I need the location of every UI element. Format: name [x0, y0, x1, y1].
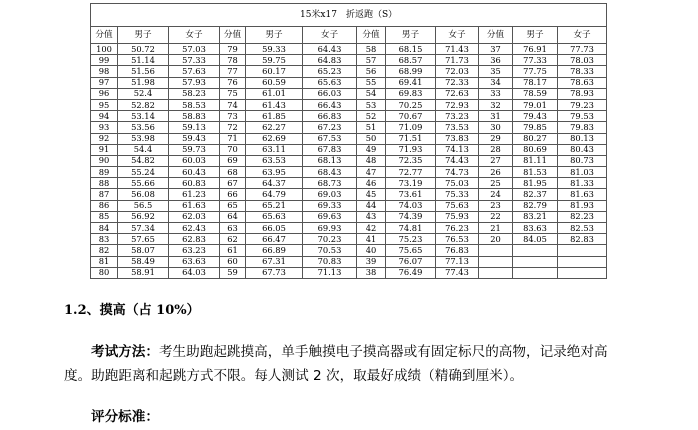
- table-cell: 71: [220, 133, 246, 144]
- table-row: [91, 167, 607, 178]
- table-cell: 67.83: [303, 144, 357, 155]
- table-cell: 65: [220, 200, 246, 211]
- table-cell: 72.35: [386, 155, 436, 166]
- table-cell: 64.37: [246, 178, 303, 189]
- table-cell: 60: [220, 256, 246, 267]
- criteria-label: 评分标准：: [91, 409, 159, 425]
- table-cell: 52: [357, 111, 386, 122]
- table-cell: 34: [479, 77, 513, 88]
- table-cell: 76.83: [436, 245, 479, 256]
- header-cell: 分值: [91, 27, 118, 44]
- table-cell: 59.13: [169, 122, 220, 133]
- table-cell: 67.31: [246, 256, 303, 267]
- table-cell: 84: [91, 223, 118, 234]
- section-heading: 1.2、摸高（占 10%）: [64, 303, 200, 318]
- method-text-line2: 度。助跑距离和起跳方式不限。每人测试 2 次，取最好成绩（精确到厘米）。: [64, 368, 524, 384]
- table-cell: 73.53: [436, 122, 479, 133]
- table-cell: 61.43: [246, 99, 303, 110]
- table-cell: 37: [479, 44, 513, 55]
- table-cell: 56: [357, 66, 386, 77]
- table-cell: [513, 245, 558, 256]
- table-row: [91, 122, 607, 133]
- table-cell: [479, 256, 513, 267]
- table-cell: 77.43: [436, 267, 479, 278]
- table-cell: 81.93: [558, 200, 607, 211]
- table-cell: 60.83: [169, 178, 220, 189]
- table-cell: 77.13: [436, 256, 479, 267]
- table-cell: 74.39: [386, 211, 436, 222]
- table-cell: 79.01: [513, 99, 558, 110]
- table-cell: 58.91: [118, 267, 169, 278]
- table-cell: 69: [220, 155, 246, 166]
- table-cell: 83.21: [513, 211, 558, 222]
- table-cell: 75.65: [386, 245, 436, 256]
- table-cell: 78: [220, 55, 246, 66]
- table-cell: 81: [91, 256, 118, 267]
- table-cell: 52.4: [118, 88, 169, 99]
- table-cell: 53: [357, 99, 386, 110]
- table-cell: 57.65: [118, 234, 169, 245]
- table-cell: [513, 256, 558, 267]
- table-cell: 63.53: [246, 155, 303, 166]
- table-cell: 93: [91, 122, 118, 133]
- table-cell: [479, 267, 513, 278]
- table-cell: [513, 267, 558, 278]
- table-cell: 72.63: [436, 88, 479, 99]
- table-cell: 47: [357, 167, 386, 178]
- table-cell: 63: [220, 223, 246, 234]
- table-cell: 79.53: [558, 111, 607, 122]
- table-cell: 81.95: [513, 178, 558, 189]
- table-cell: 67.23: [303, 122, 357, 133]
- table-cell: 87: [91, 189, 118, 200]
- table-cell: 65.63: [246, 211, 303, 222]
- table-cell: 67.53: [303, 133, 357, 144]
- table-cell: 82.83: [558, 234, 607, 245]
- table-row: [91, 256, 607, 267]
- table-cell: 78.63: [558, 77, 607, 88]
- table-cell: 72.33: [436, 77, 479, 88]
- table-cell: 70.25: [386, 99, 436, 110]
- table-cell: 65.21: [246, 200, 303, 211]
- table-cell: 26: [479, 167, 513, 178]
- table-row: [91, 144, 607, 155]
- table-cell: 62.83: [169, 234, 220, 245]
- table-cell: 82: [91, 245, 118, 256]
- table-cell: 80.69: [513, 144, 558, 155]
- table-cell: 61: [220, 245, 246, 256]
- table-title-row: [91, 4, 607, 27]
- table-cell: 57.03: [169, 44, 220, 55]
- table-cell: 71.43: [436, 44, 479, 55]
- table-cell: 50: [357, 133, 386, 144]
- table-cell: 77.73: [558, 44, 607, 55]
- table-cell: 77.75: [513, 66, 558, 77]
- table-cell: 70: [220, 144, 246, 155]
- table-cell: 90: [91, 155, 118, 166]
- table-cell: 95: [91, 99, 118, 110]
- table-cell: 69.83: [386, 88, 436, 99]
- table-cell: 57: [357, 55, 386, 66]
- table-cell: 58.07: [118, 245, 169, 256]
- table-cell: 30: [479, 122, 513, 133]
- table-cell: 75.33: [436, 189, 479, 200]
- table-cell: 66.83: [303, 111, 357, 122]
- table-cell: 94: [91, 111, 118, 122]
- table-cell: 73.23: [436, 111, 479, 122]
- table-cell: [558, 267, 607, 278]
- table-cell: 96: [91, 88, 118, 99]
- table-cell: 58.83: [169, 111, 220, 122]
- table-cell: 70.23: [303, 234, 357, 245]
- table-cell: 57.63: [169, 66, 220, 77]
- table-cell: 29: [479, 133, 513, 144]
- table-cell: 75: [220, 88, 246, 99]
- table-cell: 52.82: [118, 99, 169, 110]
- table-cell: 78.59: [513, 88, 558, 99]
- table-cell: 61.01: [246, 88, 303, 99]
- table-cell: 58: [357, 44, 386, 55]
- header-cell: 分值: [220, 27, 246, 44]
- method-label: 考试方法：: [91, 344, 159, 360]
- table-cell: 60.03: [169, 155, 220, 166]
- table-cell: 62.27: [246, 122, 303, 133]
- table-cell: 75.23: [386, 234, 436, 245]
- table-cell: 69.41: [386, 77, 436, 88]
- table-cell: 62.03: [169, 211, 220, 222]
- table-cell: 38: [357, 267, 386, 278]
- table-row: [91, 133, 607, 144]
- table-cell: 73.19: [386, 178, 436, 189]
- table-cell: 56.92: [118, 211, 169, 222]
- table-cell: 73.61: [386, 189, 436, 200]
- table-cell: 33: [479, 88, 513, 99]
- table-cell: 74: [220, 99, 246, 110]
- table-cell: 80: [91, 267, 118, 278]
- table-row: [91, 189, 607, 200]
- header-cell: 男子: [246, 27, 303, 44]
- table-cell: 80.43: [558, 144, 607, 155]
- table-cell: 74.03: [386, 200, 436, 211]
- table-cell: 72.77: [386, 167, 436, 178]
- table-cell: 89: [91, 167, 118, 178]
- header-cell: 男子: [386, 27, 436, 44]
- table-cell: 67.73: [246, 267, 303, 278]
- table-cell: 66.89: [246, 245, 303, 256]
- table-cell: 21: [479, 223, 513, 234]
- table-cell: 24: [479, 189, 513, 200]
- table-cell: 79.43: [513, 111, 558, 122]
- table-cell: 53.56: [118, 122, 169, 133]
- table-cell: 68.13: [303, 155, 357, 166]
- table-cell: 82.37: [513, 189, 558, 200]
- table-title: 15米x17 折返跑（S）: [91, 4, 607, 27]
- table-cell: 35: [479, 66, 513, 77]
- table-row: [91, 55, 607, 66]
- table-cell: 85: [91, 211, 118, 222]
- table-cell: 81.63: [558, 189, 607, 200]
- header-cell: 女子: [558, 27, 607, 44]
- table-cell: 51.56: [118, 66, 169, 77]
- table-cell: 71.09: [386, 122, 436, 133]
- table-cell: 73.83: [436, 133, 479, 144]
- header-cell: 女子: [436, 27, 479, 44]
- table-cell: 54.4: [118, 144, 169, 155]
- table-cell: 78.33: [558, 66, 607, 77]
- table-cell: 42: [357, 223, 386, 234]
- table-cell: 71.51: [386, 133, 436, 144]
- table-cell: 64.03: [169, 267, 220, 278]
- table-cell: 99: [91, 55, 118, 66]
- table-cell: 56.08: [118, 189, 169, 200]
- table-cell: 81.11: [513, 155, 558, 166]
- header-cell: 女子: [303, 27, 357, 44]
- table-cell: 76.91: [513, 44, 558, 55]
- table-row: [91, 178, 607, 189]
- table-row: [91, 88, 607, 99]
- table-cell: 66.05: [246, 223, 303, 234]
- score-table: [90, 3, 607, 279]
- table-cell: 43: [357, 211, 386, 222]
- table-row: [91, 111, 607, 122]
- table-cell: 39: [357, 256, 386, 267]
- header-cell: 分值: [357, 27, 386, 44]
- table-cell: 51.98: [118, 77, 169, 88]
- table-cell: 59: [220, 267, 246, 278]
- table-cell: 71.73: [436, 55, 479, 66]
- table-cell: 51.14: [118, 55, 169, 66]
- table-cell: 83: [91, 234, 118, 245]
- table-cell: 81.53: [513, 167, 558, 178]
- table-cell: 83.63: [513, 223, 558, 234]
- table-cell: 69.63: [303, 211, 357, 222]
- table-cell: 67: [220, 178, 246, 189]
- table-row: [91, 155, 607, 166]
- table-cell: 59.33: [246, 44, 303, 55]
- table-cell: 98: [91, 66, 118, 77]
- table-row: [91, 234, 607, 245]
- table-cell: 28: [479, 144, 513, 155]
- table-cell: 22: [479, 211, 513, 222]
- table-cell: 53.14: [118, 111, 169, 122]
- table-cell: 77: [220, 66, 246, 77]
- table-cell: 82.79: [513, 200, 558, 211]
- table-cell: 71.13: [303, 267, 357, 278]
- table-cell: 60.17: [246, 66, 303, 77]
- table-cell: 88: [91, 178, 118, 189]
- table-row: [91, 245, 607, 256]
- table-cell: 59.73: [169, 144, 220, 155]
- table-cell: 45: [357, 189, 386, 200]
- table-cell: [558, 256, 607, 267]
- table-cell: 79.23: [558, 99, 607, 110]
- table-cell: 63.95: [246, 167, 303, 178]
- table-cell: 66: [220, 189, 246, 200]
- table-cell: 81.03: [558, 167, 607, 178]
- table-cell: 57.93: [169, 77, 220, 88]
- table-cell: 69.33: [303, 200, 357, 211]
- table-cell: 55.66: [118, 178, 169, 189]
- table-cell: 57.34: [118, 223, 169, 234]
- table-cell: 58.23: [169, 88, 220, 99]
- table-cell: 81.33: [558, 178, 607, 189]
- table-row: [91, 211, 607, 222]
- table-cell: 58.53: [169, 99, 220, 110]
- table-cell: [558, 245, 607, 256]
- table-cell: 64.83: [303, 55, 357, 66]
- table-cell: 68.99: [386, 66, 436, 77]
- table-cell: 69.03: [303, 189, 357, 200]
- table-cell: 75.63: [436, 200, 479, 211]
- table-row: [91, 77, 607, 88]
- table-cell: 49: [357, 144, 386, 155]
- table-cell: 41: [357, 234, 386, 245]
- table-cell: 76.23: [436, 223, 479, 234]
- table-cell: 62.69: [246, 133, 303, 144]
- table-cell: 79.85: [513, 122, 558, 133]
- table-cell: 73: [220, 111, 246, 122]
- table-cell: 69.93: [303, 223, 357, 234]
- table-row: [91, 99, 607, 110]
- table-cell: 68.73: [303, 178, 357, 189]
- table-cell: 66.43: [303, 99, 357, 110]
- table-cell: 60.59: [246, 77, 303, 88]
- table-row: [91, 200, 607, 211]
- table-cell: 62.43: [169, 223, 220, 234]
- table-cell: 75.93: [436, 211, 479, 222]
- table-cell: 64: [220, 211, 246, 222]
- table-cell: 36: [479, 55, 513, 66]
- table-cell: 59.43: [169, 133, 220, 144]
- table-cell: 74.73: [436, 167, 479, 178]
- table-cell: 23: [479, 200, 513, 211]
- table-cell: 92: [91, 133, 118, 144]
- table-cell: 72: [220, 122, 246, 133]
- table-cell: 44: [357, 200, 386, 211]
- table-cell: 80.27: [513, 133, 558, 144]
- table-cell: 66.03: [303, 88, 357, 99]
- table-row: [91, 44, 607, 55]
- table-cell: 100: [91, 44, 118, 55]
- table-cell: 68: [220, 167, 246, 178]
- table-cell: 27: [479, 155, 513, 166]
- table-cell: 78.93: [558, 88, 607, 99]
- table-cell: 70.83: [303, 256, 357, 267]
- table-cell: 55.24: [118, 167, 169, 178]
- header-cell: 男子: [513, 27, 558, 44]
- table-header-row: [91, 27, 607, 44]
- table-cell: 61.85: [246, 111, 303, 122]
- table-cell: 70.67: [386, 111, 436, 122]
- table-body: [91, 44, 607, 279]
- table-cell: 79: [220, 44, 246, 55]
- table-cell: 78.03: [558, 55, 607, 66]
- table-cell: 25: [479, 178, 513, 189]
- table-cell: 84.05: [513, 234, 558, 245]
- table-cell: 82.53: [558, 223, 607, 234]
- method-paragraph: [64, 340, 684, 388]
- table-cell: 20: [479, 234, 513, 245]
- table-cell: 51: [357, 122, 386, 133]
- table-cell: 68.57: [386, 55, 436, 66]
- table-cell: 78.17: [513, 77, 558, 88]
- table-cell: 76.49: [386, 267, 436, 278]
- table-cell: 64.79: [246, 189, 303, 200]
- table-cell: 91: [91, 144, 118, 155]
- table-cell: 66.47: [246, 234, 303, 245]
- table-cell: [479, 245, 513, 256]
- table-cell: 55: [357, 77, 386, 88]
- table-row: [91, 223, 607, 234]
- table-cell: 32: [479, 99, 513, 110]
- table-cell: 65.63: [303, 77, 357, 88]
- table-cell: 76.53: [436, 234, 479, 245]
- table-cell: 72.03: [436, 66, 479, 77]
- table-cell: 82.23: [558, 211, 607, 222]
- table-cell: 74.13: [436, 144, 479, 155]
- table-cell: 53.98: [118, 133, 169, 144]
- table-cell: 79.83: [558, 122, 607, 133]
- table-cell: 75.03: [436, 178, 479, 189]
- table-cell: 64.43: [303, 44, 357, 55]
- table-cell: 56.5: [118, 200, 169, 211]
- table-cell: 63.11: [246, 144, 303, 155]
- table-cell: 76.07: [386, 256, 436, 267]
- table-row: [91, 66, 607, 77]
- table-cell: 54: [357, 88, 386, 99]
- table-row: [91, 267, 607, 278]
- table-cell: 74.81: [386, 223, 436, 234]
- header-cell: 分值: [479, 27, 513, 44]
- table-cell: 77.33: [513, 55, 558, 66]
- table-cell: 74.43: [436, 155, 479, 166]
- table-cell: 68.15: [386, 44, 436, 55]
- table-cell: 31: [479, 111, 513, 122]
- table-cell: 61.63: [169, 200, 220, 211]
- table-cell: 80.73: [558, 155, 607, 166]
- method-text-line1: 考生助跑起跳摸高，单手触摸电子摸高器或有固定标尺的高物，记录绝对高: [158, 344, 608, 360]
- table-cell: 70.53: [303, 245, 357, 256]
- table-cell: 71.93: [386, 144, 436, 155]
- table-cell: 48: [357, 155, 386, 166]
- table-cell: 40: [357, 245, 386, 256]
- table-cell: 97: [91, 77, 118, 88]
- table-cell: 50.72: [118, 44, 169, 55]
- table-cell: 61.23: [169, 189, 220, 200]
- table-cell: 80.13: [558, 133, 607, 144]
- table-cell: 63.23: [169, 245, 220, 256]
- table-cell: 76: [220, 77, 246, 88]
- table-cell: 59.75: [246, 55, 303, 66]
- header-cell: 男子: [118, 27, 169, 44]
- table-cell: 72.93: [436, 99, 479, 110]
- table-cell: 63.63: [169, 256, 220, 267]
- table-cell: 60.43: [169, 167, 220, 178]
- table-cell: 86: [91, 200, 118, 211]
- table-cell: 46: [357, 178, 386, 189]
- table-cell: 54.82: [118, 155, 169, 166]
- table-cell: 57.33: [169, 55, 220, 66]
- header-cell: 女子: [169, 27, 220, 44]
- table-cell: 68.43: [303, 167, 357, 178]
- table-cell: 62: [220, 234, 246, 245]
- table-cell: 58.49: [118, 256, 169, 267]
- table-cell: 65.23: [303, 66, 357, 77]
